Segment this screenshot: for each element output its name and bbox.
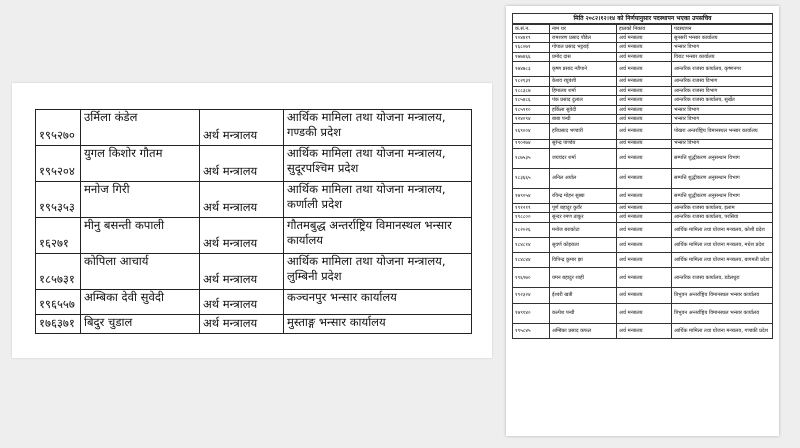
employee-name: बिदुर चुडाल — [81, 315, 200, 334]
posting-office: आर्थिक मामिला तथा योजना मन्त्रालय, मधेश प्रदेश — [672, 238, 773, 253]
employee-name: मनोज गिरी — [81, 182, 200, 218]
current-ministry: अर्थ मन्त्रालय — [617, 288, 672, 303]
current-ministry: अर्थ मन्त्रालय — [617, 188, 672, 203]
current-ministry: अर्थ मन्त्रालय — [200, 110, 284, 146]
table-row — [513, 238, 773, 253]
current-ministry: अर्थ मन्त्रालय — [200, 218, 284, 254]
posting-office: कञ्चनपुर भन्सार कार्यालय — [284, 290, 472, 315]
posting-office: सुनसरी भन्सार कार्यालय — [672, 34, 773, 43]
current-ministry: अर्थ मन्त्रालय — [617, 222, 672, 237]
current-ministry: अर्थ मन्त्रालय — [200, 146, 284, 182]
table-row — [513, 268, 773, 288]
employee-id: १७६३७१ — [36, 315, 81, 334]
employee-id: १७९०५४ — [513, 188, 550, 203]
employee-name: बाबा पन्थी — [550, 114, 617, 123]
current-ministry: अर्थ मन्त्रालय — [200, 254, 284, 290]
table-row — [513, 114, 773, 123]
table-row — [513, 52, 773, 61]
current-ministry: अर्थ मन्त्रालय — [617, 268, 672, 288]
employee-id: १९६९७० — [513, 268, 550, 288]
current-ministry: अर्थ मन्त्रालय — [617, 34, 672, 43]
current-ministry: अर्थ मन्त्रालय — [617, 204, 672, 213]
employee-name: मनोज बराकोटा — [550, 222, 617, 237]
employee-id: १८५९१० — [513, 105, 550, 114]
posting-office: आन्तरिक राजस्व कार्यालय, कृष्णनगर — [672, 62, 773, 77]
zoomed-table-body — [36, 110, 472, 334]
employee-name: उर्मिला कंडेल — [81, 110, 200, 146]
posting-office: आर्थिक मामिला तथा योजना मन्त्रालय, गण्डकी प्रदेश — [672, 323, 773, 338]
employee-id: १९५२०४ — [36, 146, 81, 182]
posting-office: भन्सार विभाग — [672, 43, 773, 52]
employee-id: १८३६६५ — [513, 168, 550, 188]
posting-office: आन्तरिक राजस्व कार्यालय, डडेलधुरा — [672, 268, 773, 288]
posting-office: पोखरा अन्तर्राष्ट्रिय विमानस्थल भन्सार कार्यालय — [672, 124, 773, 139]
current-ministry: अर्थ मन्त्रालय — [617, 114, 672, 123]
current-ministry: अर्थ मन्त्रालय — [617, 148, 672, 168]
current-ministry: अर्थ मन्त्रालय — [617, 52, 672, 61]
table-row — [513, 124, 773, 139]
employee-id: १७९१४० — [513, 303, 550, 323]
current-ministry: अर्थ मन्त्रालय — [617, 96, 672, 105]
current-ministry: अर्थ मन्त्रालय — [617, 168, 672, 188]
employee-id: १९५८४५ — [513, 323, 550, 338]
current-ministry: अर्थ मन्त्रालय — [617, 77, 672, 86]
document-page — [506, 6, 779, 436]
table-header-row — [513, 25, 773, 34]
posting-office: त्रिभुवन अन्तर्राष्ट्रिय विमानस्थल भन्सार कार्यालय — [672, 303, 773, 323]
table-row — [513, 253, 773, 268]
current-ministry: अर्थ मन्त्रालय — [617, 105, 672, 114]
employee-name: हर्किला सुवेदी — [550, 105, 617, 114]
posting-office: आन्तरिक राजस्व विभाग — [672, 77, 773, 86]
employee-id: १६८०७१ — [513, 43, 550, 52]
employee-name: विपिन्द्र कुमार झा — [550, 253, 617, 268]
header-ministry: हालको निकाय — [617, 25, 672, 34]
employee-name: प्रमोद दास — [550, 52, 617, 61]
employee-id: १९६५५७ — [36, 290, 81, 315]
employee-id: १८८३८७ — [513, 86, 550, 95]
posting-office: भन्सार विभाग — [672, 139, 773, 148]
table-row — [513, 96, 773, 105]
posting-office: गौतमबुद्ध अन्तर्राष्ट्रिय विमानस्थल भन्सार कार्यालय — [284, 218, 472, 254]
current-ministry: अर्थ मन्त्रालय — [617, 253, 672, 268]
table-row — [513, 204, 773, 213]
employee-id: १९१२१९ — [513, 204, 550, 213]
table-row — [513, 188, 773, 203]
employee-name: ईश्वरी खत्री — [550, 288, 617, 303]
table-row — [36, 218, 472, 254]
employee-id: १९८८०० — [513, 213, 550, 222]
posting-table — [512, 24, 773, 339]
employee-name: कोपिला आचार्य — [81, 254, 200, 290]
table-row — [36, 110, 472, 146]
employee-id: १८२०२६ — [513, 222, 550, 237]
table-row — [513, 288, 773, 303]
posting-table-body — [513, 34, 773, 339]
employee-id: १८४८४४ — [513, 253, 550, 268]
employee-name: सुरेन्द्र पाण्डेय — [550, 139, 617, 148]
posting-office: सम्पत्ति शुद्धीकरण अनुसन्धान विभाग — [672, 168, 773, 188]
page-title: मिति २०८२।१२।१४ को निर्णयानुसार पदस्थापन भएका उपसचिव — [512, 13, 773, 24]
employee-name: कृष्ण प्रसाद न्यौपाने — [550, 62, 617, 77]
table-row — [513, 168, 773, 188]
employee-id: १६२७१ — [36, 218, 81, 254]
employee-name: सुन्दर रमण ठाकुर — [550, 213, 617, 222]
table-row — [513, 139, 773, 148]
employee-id: १९०२७४ — [513, 139, 550, 148]
current-ministry: अर्थ मन्त्रालय — [200, 182, 284, 218]
employee-id: १८२१३१ — [513, 77, 550, 86]
employee-id: १०४४१९ — [513, 34, 550, 43]
employee-name: सुवर्ण कोइराला — [550, 238, 617, 253]
table-row — [513, 77, 773, 86]
current-ministry: अर्थ मन्त्रालय — [200, 315, 284, 334]
table-row — [513, 213, 773, 222]
posting-office: आन्तरिक राजस्व कार्यालय, सुर्खेत — [672, 96, 773, 105]
table-row — [36, 182, 472, 218]
posting-office: आन्तरिक राजस्व कार्यालय, इलाम — [672, 204, 773, 213]
employee-name: युगल किशोर गौतम — [81, 146, 200, 182]
employee-name: पूर्ण बहादुर कुवँर — [550, 204, 617, 213]
header-name: नाम थर — [550, 25, 617, 34]
table-row — [513, 148, 773, 168]
posting-office: मुस्ताङ्ग भन्सार कार्यालय — [284, 315, 472, 334]
posting-office: सम्पत्ति शुद्धीकरण अनुसन्धान विभाग — [672, 148, 773, 168]
employee-name: केशव रघुवंशी — [550, 77, 617, 86]
employee-id: १६९००४ — [513, 124, 550, 139]
employee-name: हिमालय शर्मा — [550, 86, 617, 95]
posting-office: विराट भन्सार कार्यालय — [672, 52, 773, 61]
posting-office: आर्थिक मामिला तथा योजना मन्त्रालय, सुदूरपश्चिम प्रदेश — [284, 146, 472, 182]
employee-id: १९२३२४ — [513, 288, 550, 303]
table-row — [36, 146, 472, 182]
employee-name: यमन बहादुर शाही — [550, 268, 617, 288]
posting-office: भन्सार विभाग — [672, 105, 773, 114]
current-ministry: अर्थ मन्त्रालय — [617, 86, 672, 95]
posting-office: आन्तरिक राजस्व विभाग — [672, 86, 773, 95]
employee-id: १८५७३१ — [36, 254, 81, 290]
employee-id: १८७५३५ — [513, 148, 550, 168]
current-ministry: अर्थ मन्त्रालय — [617, 238, 672, 253]
table-row — [513, 323, 773, 338]
current-ministry: अर्थ मन्त्रालय — [617, 62, 672, 77]
table-row — [513, 34, 773, 43]
posting-office: सम्पत्ति शुद्धीकरण अनुसन्धान विभाग — [672, 188, 773, 203]
employee-id: १७७४६६ — [513, 52, 550, 61]
employee-id: १७४७८३ — [513, 62, 550, 77]
header-id: क.सं.न. — [513, 25, 550, 34]
table-row — [36, 254, 472, 290]
employee-name: मीनु बसन्ती कपाली — [81, 218, 200, 254]
employee-name: जयचंदर शर्मा — [550, 148, 617, 168]
table-row — [513, 86, 773, 95]
current-ministry: अर्थ मन्त्रालय — [617, 124, 672, 139]
current-ministry: अर्थ मन्त्रालय — [617, 323, 672, 338]
table-row — [513, 105, 773, 114]
table-row — [513, 303, 773, 323]
current-ministry: अर्थ मन्त्रालय — [200, 290, 284, 315]
posting-office: आर्थिक मामिला तथा योजना मन्त्रालय, लुम्बिनी प्रदेश — [284, 254, 472, 290]
employee-id: १२४०९४ — [513, 114, 550, 123]
employee-name: पंक प्रसाद दुलाल — [550, 96, 617, 105]
employee-name: हरिप्रसाद भण्डारी — [550, 124, 617, 139]
table-row — [513, 43, 773, 52]
employee-id: १८५४८६ — [513, 96, 550, 105]
employee-name: अम्बिका प्रसाद कफल — [550, 323, 617, 338]
current-ministry: अर्थ मन्त्रालय — [617, 213, 672, 222]
posting-office: आर्थिक मामिला तथा योजना मन्त्रालय, बागमती प्रदेश — [672, 253, 773, 268]
employee-id: १८४८१४ — [513, 238, 550, 253]
employee-name: गोपाल प्रसाद भट्टराई — [550, 43, 617, 52]
table-row — [513, 222, 773, 237]
employee-name: अनिल अर्याल — [550, 168, 617, 188]
zoomed-posting-table — [35, 109, 472, 334]
header-posting: पदस्थापन — [672, 25, 773, 34]
posting-office: भन्सार विभाग — [672, 114, 773, 123]
employee-name: अम्बिका देवी सुवेदी — [81, 290, 200, 315]
employee-id: १९५२७० — [36, 110, 81, 146]
table-row — [36, 290, 472, 315]
posting-office: आर्थिक मामिला तथा योजना मन्त्रालय, कर्णाली प्रदेश — [284, 182, 472, 218]
table-row — [513, 62, 773, 77]
employee-name: रामशरण प्रसाद पौडेल — [550, 34, 617, 43]
posting-office: त्रिभुवन अन्तर्राष्ट्रिय विमानस्थल भन्सार कार्यालय — [672, 288, 773, 303]
employee-name: रविन्द्र मोहन सुब्बा — [550, 188, 617, 203]
posting-office: आर्थिक मामिला तथा योजना मन्त्रालय, गण्डकी प्रदेश — [284, 110, 472, 146]
employee-name: कल्पेश पन्थी — [550, 303, 617, 323]
zoomed-table-crop — [12, 83, 492, 358]
current-ministry: अर्थ मन्त्रालय — [617, 139, 672, 148]
current-ministry: अर्थ मन्त्रालय — [617, 303, 672, 323]
posting-office: आन्तरिक राजस्व कार्यालय, परसिया — [672, 213, 773, 222]
current-ministry: अर्थ मन्त्रालय — [617, 43, 672, 52]
employee-id: १९५३५३ — [36, 182, 81, 218]
posting-office: आर्थिक मामिला तथा योजना मन्त्रालय, कोशी प्रदेश — [672, 222, 773, 237]
table-row — [36, 315, 472, 334]
